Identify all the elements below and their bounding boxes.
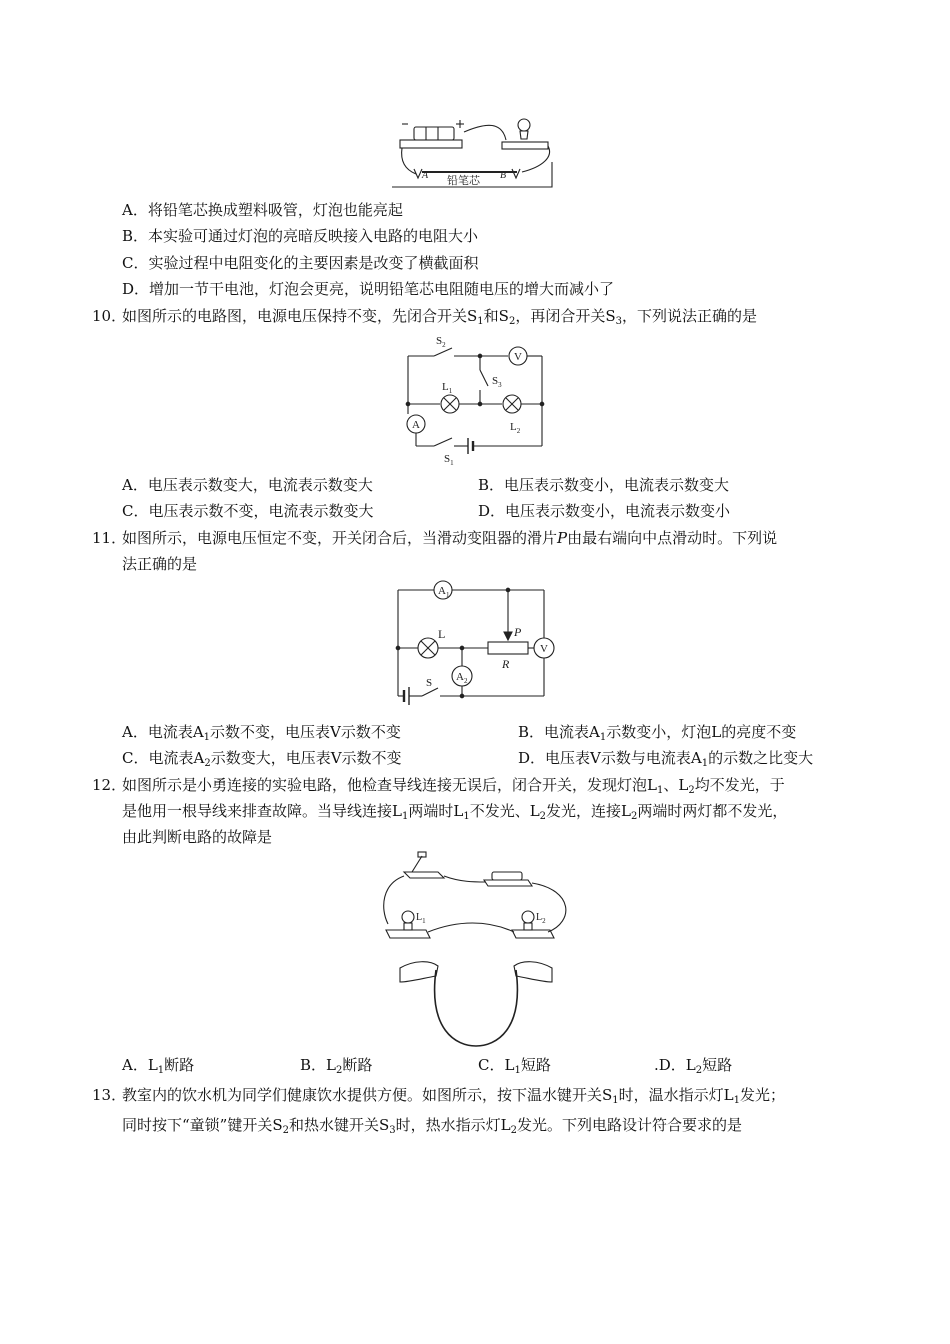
q10-circuit-diagram <box>402 332 552 468</box>
q10-option-a: A．电压表示数变大，电流表示数变大 <box>122 476 373 494</box>
l2-label: $L_2$ <box>510 421 521 435</box>
a2-label: $A_2$ <box>456 671 468 685</box>
a-label: A <box>412 419 420 431</box>
q11-stem-line2: 法正确的是 <box>122 555 198 573</box>
q12-option-b: B．$L_2$断路 <box>300 1056 373 1076</box>
q12-experiment-figure <box>378 850 574 1050</box>
q10-stem: 如图所示的电路图，电源电压保持不变，先闭合开关$S_1$和$S_2$，再闭合开关$S_3$，下列说法正确的是 <box>122 307 757 327</box>
clip-a-label: A <box>422 170 429 181</box>
q11-stem-line1: 如图所示，电源电压恒定不变，开关闭合后，当滑动变阻器的滑片P由最右端向中点滑动时。下列说 <box>122 529 778 547</box>
q11-circuit-diagram <box>392 578 558 708</box>
l2-label: $L_2$ <box>536 912 546 925</box>
q11-option-d: D．电压表V示数与电流表$A_1$的示数之比变大 <box>518 749 814 769</box>
q13-stem-line1: 教室内的饮水机为同学们健康饮水提供方便。如图所示，按下温水键开关$S_1$时，温水指示灯$L_1$发光； <box>122 1086 786 1106</box>
q10-option-b: B．电压表示数变小，电流表示数变大 <box>478 476 730 494</box>
q12-option-c: C．$L_1$短路 <box>478 1056 551 1076</box>
p-label: P <box>514 625 522 639</box>
q9-option-c: C．实验过程中电阻变化的主要因素是改变了横截面积 <box>122 254 479 272</box>
l1-label: $L_1$ <box>442 381 453 395</box>
q11-option-a: A．电流表$A_1$示数不变，电压表V示数不变 <box>122 723 401 743</box>
q12-stem-line1: 如图所示是小勇连接的实验电路，他检查导线连接无误后，闭合开关，发现灯泡$L_1$、$L_2$均不发光，于 <box>122 776 785 796</box>
q12-stem-line2: 是他用一根导线来排查故障。当导线连接$L_1$两端时$L_1$不发光、$L_2$发光，连接$L_2$两端时两灯都不发光， <box>122 802 788 822</box>
v-label: V <box>514 351 522 363</box>
l1-label: $L_1$ <box>416 912 426 925</box>
q12-option-d: .D．$L_2$短路 <box>654 1056 733 1076</box>
q11-option-c: C．电流表$A_2$示数变大，电压表V示数不变 <box>122 749 402 769</box>
s-label: S <box>426 677 433 689</box>
s2-label: $S_2$ <box>436 335 446 349</box>
q9-option-b: B．本实验可通过灯泡的亮暗反映接入电路的电阻大小 <box>122 227 479 245</box>
s3-label: $S_3$ <box>492 375 502 389</box>
a1-label: $A_1$ <box>438 585 450 599</box>
q13-stem-line2: 同时按下“童锁”键开关$S_2$和热水键开关$S_3$时，热水指示灯$L_2$发光。下列电路设计符合要求的是 <box>122 1116 743 1136</box>
q11-option-b: B．电流表$A_1$示数变小，灯泡L的亮度不变 <box>518 723 797 743</box>
clip-b-label: B <box>500 170 507 181</box>
q9-option-a: A．将铅笔芯换成塑料吸管，灯泡也能亮起 <box>122 201 403 219</box>
pencil-lead-label: 铅笔芯 <box>447 175 480 187</box>
s1-label: $S_1$ <box>444 453 454 467</box>
q12-option-a: A．$L_1$断路 <box>122 1056 195 1076</box>
v-label: V <box>540 643 548 655</box>
q10-option-d: D．电压表示数变小，电流表示数变小 <box>478 502 731 520</box>
q12-number: 12． <box>92 776 127 794</box>
q12-stem-line3: 由此判断电路的故障是 <box>122 828 273 846</box>
q10-number: 10． <box>92 307 127 325</box>
l-label: L <box>438 627 446 641</box>
q13-number: 13． <box>92 1086 127 1104</box>
q9-option-d: D．增加一节干电池，灯泡会更亮，说明铅笔芯电阻随电压的增大而减小了 <box>122 280 615 298</box>
pencil-lead-circuit-figure <box>392 112 562 192</box>
q10-option-c: C．电压表示数不变，电流表示数变大 <box>122 502 374 520</box>
r-label: R <box>502 657 510 671</box>
q11-number: 11． <box>92 529 127 547</box>
